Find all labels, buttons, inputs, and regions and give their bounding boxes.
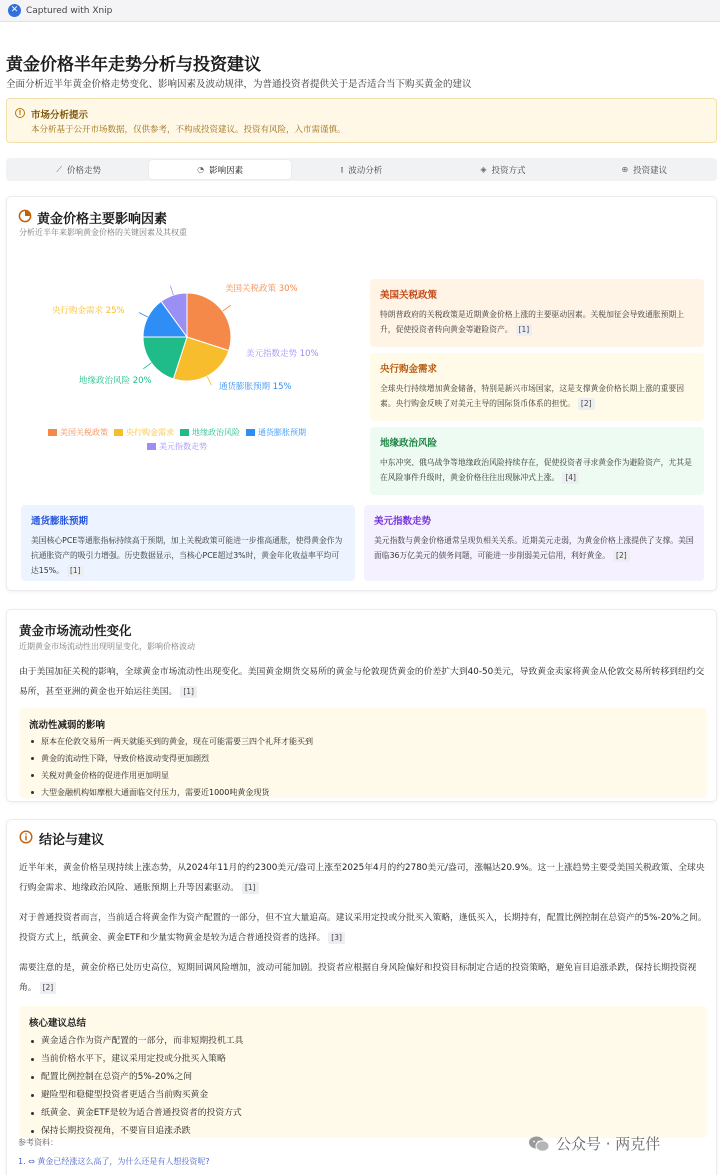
notice-text: 本分析基于公开市场数据，仅供参考，不构成投资建议。投资有风险，入市需谨慎。 [31, 125, 346, 135]
slice-leader-line [143, 363, 151, 369]
tab-bar [6, 158, 717, 181]
legend-label: 美国关税政策 [60, 428, 108, 437]
clock-icon: ◔ [197, 165, 205, 174]
slice-label: 美国关税政策 30% [225, 284, 298, 294]
legend-swatch [246, 429, 255, 436]
factor-text: 特朗普政府的关税政策是近期黄金价格上涨的主要驱动因素。关税加征会导致通胀预期上升，促使投资者转向黄金等避险资产。 [380, 310, 685, 334]
citation-badge[interactable]: [2] [578, 398, 595, 410]
factor-title: 地缘政治风险 [380, 438, 438, 449]
tab-label: 投资方式 [491, 165, 526, 176]
tab-factors[interactable] [149, 160, 290, 179]
factors-subtitle: 分析近半年来影响黄金价格的关键因素及其权重 [19, 228, 187, 237]
bar-chart-icon: ⫾ [340, 164, 344, 174]
legend-swatch [48, 429, 57, 436]
legend-item[interactable] [180, 427, 240, 438]
conclusion-paragraph: 需要注意的是，黄金价格已处历史高位，短期回调风险增加，波动可能加剧。投资者应根据自身风险偏好和投资目标制定合适的投资策略，避免盲目追涨杀跌，保持长期投资视角。 [19, 963, 697, 993]
factor-title: 美国关税政策 [380, 290, 438, 301]
tab-label: 投资建议 [633, 165, 668, 176]
slice-leader-line [170, 286, 173, 296]
slice-label: 美元指数走势 10% [246, 349, 319, 359]
factor-card-geopolitics [370, 427, 704, 495]
factor-text: 美国核心PCE等通胀指标持续高于预期，加上关税政策可能进一步推高通胀，使得黄金作为抗通胀资产的吸引力增强。历史数据显示，当核心PCE超过3%时，黄金年化收益率平均可达15%。 [31, 536, 343, 575]
references-label: 参考资料： [18, 1138, 58, 1147]
slice-label: 地缘政治风险 20% [79, 376, 152, 386]
legend-item[interactable] [246, 427, 306, 438]
factor-card-central-bank [370, 353, 704, 421]
legend-label: 地缘政治风险 [192, 428, 240, 437]
list-item: 黄金的流动性下降，导致价格波动变得更加剧烈 [29, 750, 313, 767]
citation-badge[interactable]: [4] [562, 472, 579, 484]
factor-text: 中东冲突、俄乌战争等地缘政治风险持续存在，促使投资者寻求黄金作为避险资产，尤其是在风险事件升级时，黄金价格往往出现脉冲式上涨。 [380, 458, 692, 482]
pie-chart-icon [18, 209, 32, 223]
legend-swatch [180, 429, 189, 436]
advice-list [29, 1032, 243, 1140]
list-item: 原本在伦敦交易所一两天就能买到的黄金，现在可能需要三四个礼拜才能买到 [29, 733, 313, 750]
advice-box-title: 核心建议总结 [29, 1018, 87, 1029]
notice-title: 市场分析提示 [31, 110, 89, 121]
tab-label: 波动分析 [348, 165, 383, 176]
factor-text: 美元指数与黄金价格通常呈现负相关关系。近期美元走弱，为黄金价格上涨提供了支撑。美国面临36万亿美元的债务问题，可能进一步削弱美元信用，利好黄金。 [374, 536, 694, 560]
layers-icon: ◈ [480, 165, 487, 174]
capture-bar [0, 0, 720, 22]
list-item: 纸黄金、黄金ETF是较为适合普通投资者的投资方式 [29, 1104, 243, 1122]
factor-card-tariff [370, 279, 704, 347]
watermark-text: 公众号 · 两克伴 [556, 1135, 661, 1153]
tab-investment-methods[interactable] [432, 160, 573, 179]
slice-leader-line [139, 312, 148, 317]
citation-badge[interactable]: [1] [242, 882, 259, 894]
info-circle-icon [19, 830, 33, 844]
list-item: 大型金融机构如摩根大通面临交付压力，需要近1000吨黄金现货 [29, 784, 313, 801]
citation-badge[interactable]: [1] [516, 324, 533, 336]
legend-swatch [114, 429, 123, 436]
factor-card-dollar [364, 505, 704, 581]
tab-label: 影响因素 [209, 165, 244, 176]
liquidity-paragraph: 由于美国加征关税的影响，全球黄金市场流动性出现变化。美国黄金期货交易所的黄金与伦敦现货黄金的价差扩大到40-50美元，导致黄金卖家将黄金从伦敦交易所转移到纽约交易所，甚至亚洲的黄金也开始运往美国。 [19, 667, 705, 697]
factors-title: 黄金价格主要影响因素 [37, 212, 168, 227]
tab-price-trend[interactable] [8, 160, 149, 179]
conclusion-paragraph: 近半年来，黄金价格呈现持续上涨态势，从2024年11月的约2300美元/盎司上涨至2025年4月的约2780美元/盎司，涨幅达20.9%。这一上涨趋势主要受美国关税政策、全球央行购金需求、地缘政治风险、通胀预期上升等因素驱动。 [19, 863, 705, 893]
impact-list [29, 733, 313, 801]
pie-chart [27, 269, 347, 409]
factor-text: 全球央行持续增加黄金储备，特别是新兴市场国家，这是支撑黄金价格长期上涨的重要因素。央行购金反映了对美元主导的国际货币体系的担忧。 [380, 384, 685, 408]
page-title: 黄金价格半年走势分析与投资建议 [6, 55, 261, 75]
page-subtitle: 全面分析近半年黄金价格走势变化、影响因素及波动规律，为普通投资者提供关于是否适合当下购买黄金的建议 [6, 79, 472, 90]
wechat-icon [528, 1135, 550, 1153]
advice-summary-box [19, 1006, 707, 1138]
liquidity-impact-box [19, 708, 707, 798]
xnip-logo-icon: ✕ [8, 4, 21, 17]
liquidity-title: 黄金市场流动性变化 [19, 623, 132, 638]
tab-investment-advice[interactable] [574, 160, 715, 179]
legend-item[interactable] [48, 427, 108, 438]
citation-badge[interactable]: [1] [180, 686, 197, 698]
citation-badge[interactable]: [2] [40, 982, 57, 994]
legend-item[interactable] [147, 441, 207, 452]
citation-badge[interactable]: [1] [67, 565, 84, 577]
list-item: 保持长期投资视角，不要盲目追涨杀跌 [29, 1122, 243, 1140]
tab-volatility[interactable] [291, 160, 432, 179]
conclusion-title: 结论与建议 [39, 833, 105, 848]
watermark [528, 1133, 660, 1154]
globe-icon: ⊕ [621, 165, 629, 174]
conclusion-paragraph: 对于普通投资者而言，当前适合将黄金作为资产配置的一部分，但不宜大量追高。建议采用定投或分批买入策略，逢低买入，长期持有，配置比例控制在总资产的5%-20%之间。投资方式上，纸黄金、黄金ETF和少量实物黄金是较为适合普通投资者的选择。 [19, 913, 707, 943]
chart-legend [27, 427, 327, 455]
legend-label: 美元指数走势 [159, 442, 207, 451]
list-item: 当前价格水平下，建议采用定投或分批买入策略 [29, 1050, 243, 1068]
legend-item[interactable] [114, 427, 174, 438]
legend-swatch [147, 443, 156, 450]
liquidity-subtitle: 近期黄金市场流动性出现明显变化，影响价格波动 [19, 642, 195, 651]
list-item: 关税对黄金价格的促进作用更加明显 [29, 767, 313, 784]
slice-leader-line [207, 376, 212, 385]
slice-leader-line [223, 305, 231, 311]
citation-badge[interactable]: [2] [613, 550, 630, 562]
factor-title: 央行购金需求 [380, 364, 438, 375]
conclusion-card [6, 819, 717, 1175]
chart-line-icon: ⟋ [56, 164, 62, 174]
info-icon: ! [15, 108, 25, 118]
factor-card-inflation [21, 505, 355, 581]
impact-box-title: 流动性减弱的影响 [29, 720, 106, 731]
capture-label: Captured with Xnip [26, 5, 113, 16]
tab-label: 价格走势 [67, 165, 102, 176]
factor-title: 通货膨胀预期 [31, 516, 89, 527]
reference-link[interactable]: 1. ⇔ 黄金已经涨这么高了，为什么还是有人想投资呢? [18, 1157, 210, 1166]
legend-label: 央行购金需求 [126, 428, 174, 437]
list-item: 配置比例控制在总资产的5%-20%之间 [29, 1068, 243, 1086]
liquidity-card [6, 609, 717, 802]
market-notice [6, 98, 717, 143]
slice-label: 央行购金需求 25% [52, 306, 125, 316]
factor-title: 美元指数走势 [374, 516, 432, 527]
factors-card [6, 196, 717, 591]
list-item: 黄金适合作为资产配置的一部分，而非短期投机工具 [29, 1032, 243, 1050]
legend-label: 通货膨胀预期 [258, 428, 306, 437]
citation-badge[interactable]: [3] [328, 932, 345, 944]
list-item: 避险型和稳健型投资者更适合当前购买黄金 [29, 1086, 243, 1104]
slice-label: 通货膨胀预期 15% [219, 382, 292, 392]
